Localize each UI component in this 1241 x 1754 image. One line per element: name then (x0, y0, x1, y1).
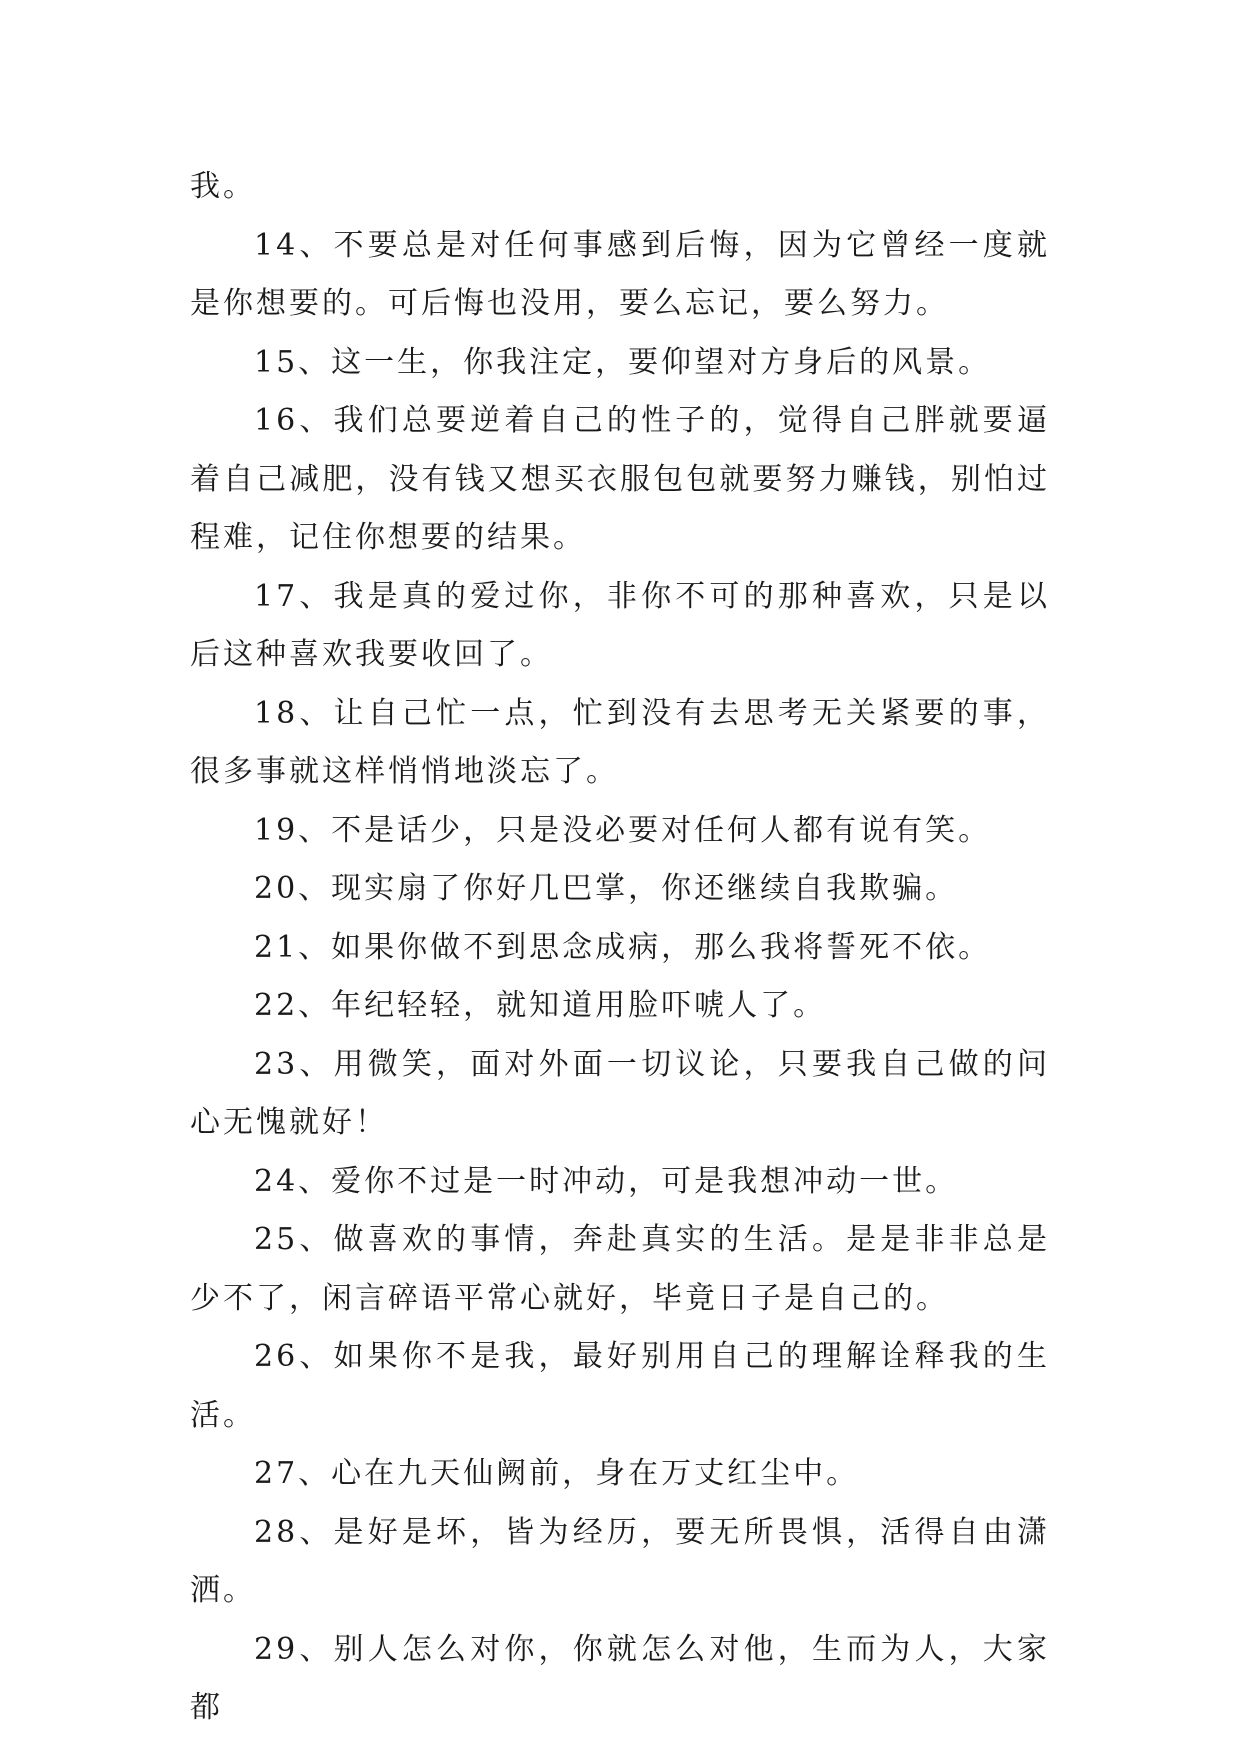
paragraph-item-23: 23、用微笑，面对外面一切议论，只要我自己做的问心无愧就好！ (190, 1046, 1050, 1140)
paragraph-item-16: 16、我们总要逆着自己的性子的，觉得自己胖就要逼着自己减肥，没有钱又想买衣服包包就要努力赚钱，别怕过程难，记住你想要的结果。 (190, 403, 1050, 555)
paragraph-item-29: 29、别人怎么对你，你就怎么对他，生而为人，大家都 (190, 1631, 1050, 1725)
paragraph-item-26: 26、如果你不是我，最好别用自己的理解诠释我的生活。 (190, 1339, 1050, 1433)
paragraph-item-14: 14、不要总是对任何事感到后悔，因为它曾经一度就是你想要的。可后悔也没用，要么忘记，要么努力。 (190, 227, 1050, 321)
paragraph-item-27: 27、心在九天仙阙前，身在万丈红尘中。 (254, 1456, 860, 1491)
paragraph-item-22: 22、年纪轻轻，就知道用脸吓唬人了。 (254, 988, 827, 1023)
paragraph-item-17: 17、我是真的爱过你，非你不可的那种喜欢，只是以后这种喜欢我要收回了。 (190, 578, 1050, 672)
paragraph-item-28: 28、是好是坏，皆为经历，要无所畏惧，活得自由潇洒。 (190, 1514, 1050, 1608)
paragraph-item-24: 24、爱你不过是一时冲动，可是我想冲动一世。 (254, 1163, 959, 1199)
paragraph-item-20: 20、现实扇了你好几巴掌，你还继续自我欺骗。 (254, 871, 959, 906)
paragraph-item-18: 18、让自己忙一点，忙到没有去思考无关紧要的事，很多事就这样悄悄地淡忘了。 (190, 695, 1050, 789)
document-body (190, 158, 1050, 1738)
paragraph-item-15: 15、这一生，你我注定，要仰望对方身后的风景。 (254, 344, 992, 380)
paragraph-continuation: 我。 (190, 169, 256, 204)
paragraph-item-19: 19、不是话少，只是没必要对任何人都有说有笑。 (254, 812, 992, 848)
paragraph-item-25: 25、做喜欢的事情，奔赴真实的生活。是是非非总是少不了，闲言碎语平常心就好，毕竟日子是自己的。 (190, 1222, 1050, 1316)
paragraph-item-21: 21、如果你做不到思念成病，那么我将誓死不依。 (254, 929, 992, 965)
